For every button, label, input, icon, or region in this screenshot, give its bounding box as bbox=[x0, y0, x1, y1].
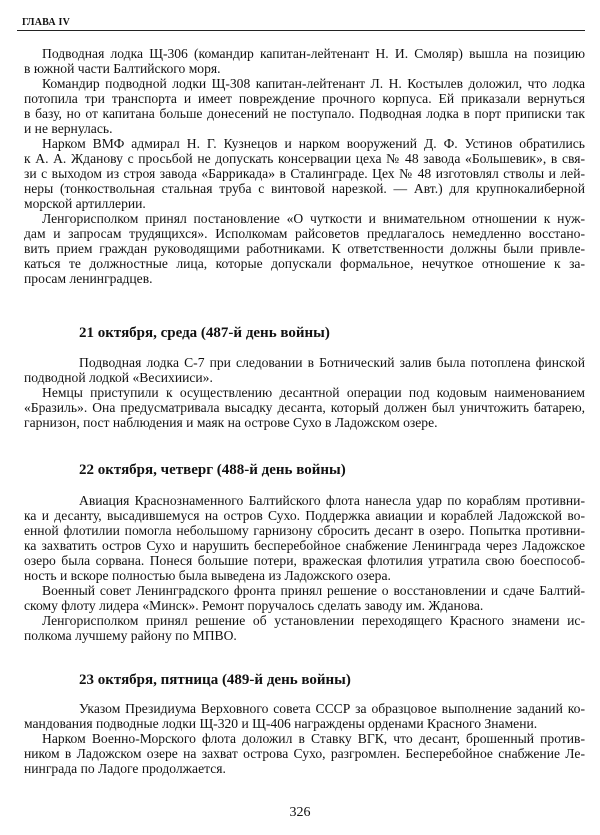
text-line: вить прием граждан руководящими работниками. К ответственности должны были привле- bbox=[24, 241, 585, 256]
text-line: каться те должностные лица, которые допускали формальное, нечуткое отношение к за- bbox=[24, 256, 585, 271]
paragraph bbox=[24, 76, 585, 136]
text-line: Нарком Военно-Морского флота доложил в Ставку ВГК, что десант, брошенный против- bbox=[42, 731, 585, 746]
day-heading-22: 22 октября, четверг (488-й день войны) bbox=[79, 462, 346, 478]
text-line: просам ленинградцев. bbox=[24, 271, 153, 286]
day-22-text bbox=[24, 493, 585, 643]
paragraph bbox=[24, 493, 585, 583]
text-line: ником в Ладожском озере на захват острова Сухо, разгромлен. Бесперебойное снабжение Ле- bbox=[24, 746, 585, 761]
day-heading-21: 21 октября, среда (487-й день войны) bbox=[79, 325, 330, 341]
text-line: Военный совет Ленинградского фронта принял решение о восстановлении и сдаче Балтий- bbox=[42, 583, 585, 598]
header-rule bbox=[17, 30, 585, 31]
paragraph bbox=[24, 613, 585, 643]
text-line: Командир подводной лодки Щ-308 капитан-лейтенант Л. Н. Костылев доложил, что лодка bbox=[42, 76, 585, 91]
text-line: дам и запросам трудящихся». Исполкомам райсоветов предлагалось немедленно восстано- bbox=[24, 226, 585, 241]
text-line: гарнизон, пост наблюдения и маяк на острове Сухо в Ладожском озере. bbox=[24, 415, 438, 430]
paragraph bbox=[24, 355, 585, 385]
text-line: Авиация Краснознаменного Балтийского флота нанесла удар по кораблям противни- bbox=[79, 493, 585, 508]
text-line: ка и десанту, высадившемуся на остров Сухо. Поддержка авиации и кораблей Ладожской во- bbox=[24, 508, 585, 523]
text-line: «Бразиль». Она предусматривала высадку десанта, который должен был уничтожить батарею, bbox=[24, 400, 585, 415]
text-line: к А. А. Жданову с просьбой не допускать консервации цеха № 48 завода «Большевик», в свя- bbox=[24, 151, 585, 166]
text-line: енной флотилии помогла небольшому гарнизону сбросить десант в озеро. Попытка противни- bbox=[24, 523, 585, 538]
day-21-text bbox=[24, 355, 585, 430]
text-line: Ленгорисполком принял постановление «О чуткости и внимательном отношении к нуж- bbox=[42, 211, 585, 226]
paragraph bbox=[24, 701, 585, 731]
paragraph bbox=[24, 583, 585, 613]
text-line: зи с выходом из строя завода «Баррикада» в Сталинграде. Цех № 48 изготовлял стволы и лей- bbox=[24, 166, 585, 181]
text-line: Подводная лодка Щ-306 (командир капитан-лейтенант Н. И. Смоляр) вышла на позицию bbox=[42, 46, 585, 61]
text-line: Нарком ВМФ адмирал Н. Г. Кузнецов и нарком вооружений Д. Ф. Устинов обратились bbox=[42, 136, 585, 151]
text-line: Ленгорисполком принял решение об установлении переходящего Красного знамени ис- bbox=[42, 613, 585, 628]
paragraph bbox=[24, 211, 585, 286]
day-heading-23: 23 октября, пятница (489-й день войны) bbox=[79, 672, 351, 688]
text-line: и не вернулась. bbox=[24, 121, 113, 136]
text-line: полкома лучшему району по МПВО. bbox=[24, 628, 237, 643]
text-line: подводной лодкой «Весихииси». bbox=[24, 370, 213, 385]
running-head: ГЛАВА IV bbox=[22, 17, 71, 28]
text-line: Подводная лодка С-7 при следовании в Ботнический залив была потоплена финской bbox=[79, 355, 585, 370]
day-23-text bbox=[24, 701, 585, 776]
text-line: потопила три транспорта и имеет повреждение прочного корпуса. Ей приказали вернуться bbox=[24, 91, 585, 106]
text-line: мандования подводные лодки Щ-320 и Щ-406 награждены орденами Красного Знамени. bbox=[24, 716, 538, 731]
text-line: Указом Президиума Верховного совета СССР за образцовое выполнение заданий ко- bbox=[79, 701, 585, 716]
text-line: в южной части Балтийского моря. bbox=[24, 61, 221, 76]
text-line: нинграда по Ладоге продолжается. bbox=[24, 761, 226, 776]
text-line: морской артиллерии. bbox=[24, 196, 146, 211]
text-line: ка захватить остров Сухо и нарушить бесперебойное снабжение Ленинграда через Ладожское bbox=[24, 538, 585, 553]
text-line: Немцы приступили к осуществлению десантной операции под кодовым наименованием bbox=[42, 385, 585, 400]
intro-text bbox=[24, 46, 585, 286]
text-line: озеро была сорвана. Понеся большие потери, вражеская флотилия утратила свою боеспособ- bbox=[24, 553, 585, 568]
paragraph bbox=[24, 136, 585, 211]
page-number: 326 bbox=[289, 805, 311, 820]
paragraph bbox=[24, 731, 585, 776]
text-line: ность и вскоре полностью была выведена из Ладожского озера. bbox=[24, 568, 391, 583]
paragraph bbox=[24, 46, 585, 76]
text-line: в базу, но от капитана больше донесений не поступало. Подводная лодка в порт приписки так bbox=[24, 106, 585, 121]
text-line: неры (тонкоствольная стальная труба с винтовой нарезкой. — Авт.) для крупнокалиберной bbox=[24, 181, 585, 196]
paragraph bbox=[24, 385, 585, 430]
text-line: скому флоту лидера «Минск». Ремонт поручалось сделать заводу им. Жданова. bbox=[24, 598, 484, 613]
